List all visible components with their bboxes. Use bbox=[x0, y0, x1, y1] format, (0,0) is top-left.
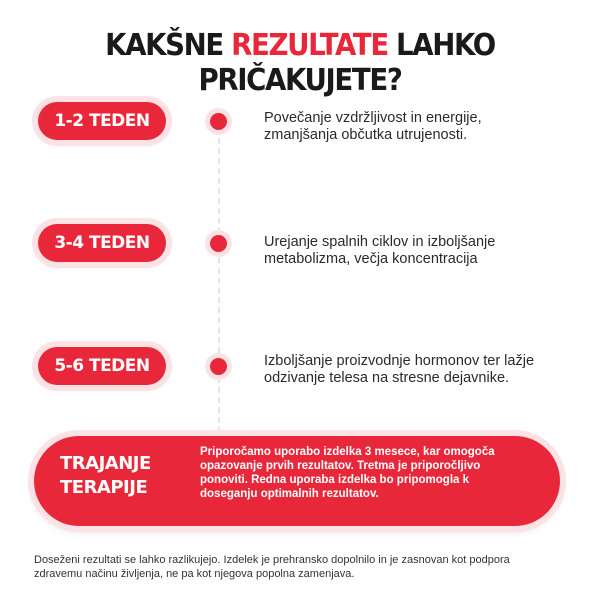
stage-3-label: 5-6 TEDEN bbox=[54, 356, 150, 376]
disclaimer-footnote bbox=[34, 553, 574, 581]
footnote-line-1: Doseženi rezultati se lahko razlikujejo. Izdelek je prehransko dopolnilo in je zasnovan kot podpora bbox=[34, 554, 510, 566]
stage-1-badge bbox=[38, 102, 166, 140]
footnote-line-2: zdravemu načinu življenja, ne pa kot njegova popolna zamenjava. bbox=[34, 568, 355, 580]
stage-2-label: 3-4 TEDEN bbox=[54, 233, 150, 253]
stage-3-line-1: Izboljšanje proizvodnje hormonov ter lažje bbox=[264, 353, 535, 369]
stage-2-description bbox=[264, 234, 564, 268]
therapy-line-4: doseganju optimalnih rezultatov. bbox=[200, 488, 379, 500]
stage-1-line-2: zmanjšanja občutka utrujenosti. bbox=[264, 127, 468, 143]
title-part-2: LAHKO PRIČAKUJETE? bbox=[198, 28, 495, 98]
therapy-title-line-2: TERAPIJE bbox=[60, 477, 148, 498]
therapy-line-2: opazovanje prvih rezultatov. Tretma je priporočljivo bbox=[200, 460, 481, 472]
stage-2-line-1: Urejanje spalnih ciklov in izboljšanje bbox=[264, 234, 496, 250]
stage-1-dot-icon bbox=[210, 113, 227, 130]
therapy-description bbox=[200, 445, 520, 501]
therapy-title bbox=[60, 452, 180, 500]
title-accent: REZULTATE bbox=[231, 28, 388, 63]
therapy-title-line-1: TRAJANJE bbox=[60, 453, 151, 474]
stage-2-dot-icon bbox=[210, 235, 227, 252]
stage-3-badge bbox=[38, 347, 166, 385]
page-title bbox=[24, 28, 576, 98]
therapy-line-1: Priporočamo uporabo izdelka 3 mesece, kar omogoča bbox=[200, 446, 495, 458]
stage-1-label: 1-2 TEDEN bbox=[54, 111, 150, 131]
stage-3-dot-icon bbox=[210, 358, 227, 375]
stage-1-description bbox=[264, 110, 564, 144]
stage-2-badge bbox=[38, 224, 166, 262]
stage-3-description bbox=[264, 353, 564, 387]
stage-1-line-1: Povečanje vzdržljivost in energije, bbox=[264, 110, 482, 126]
stage-3-line-2: odzivanje telesa na stresne dejavnike. bbox=[264, 370, 510, 386]
therapy-line-3: ponoviti. Redna uporaba izdelka bo pripomogla k bbox=[200, 474, 469, 486]
timeline-dashed-line bbox=[218, 128, 220, 433]
therapy-duration-box bbox=[34, 436, 560, 526]
title-part-1: KAKŠNE bbox=[105, 28, 232, 63]
stage-2-line-2: metabolizma, večja koncentracija bbox=[264, 251, 478, 267]
